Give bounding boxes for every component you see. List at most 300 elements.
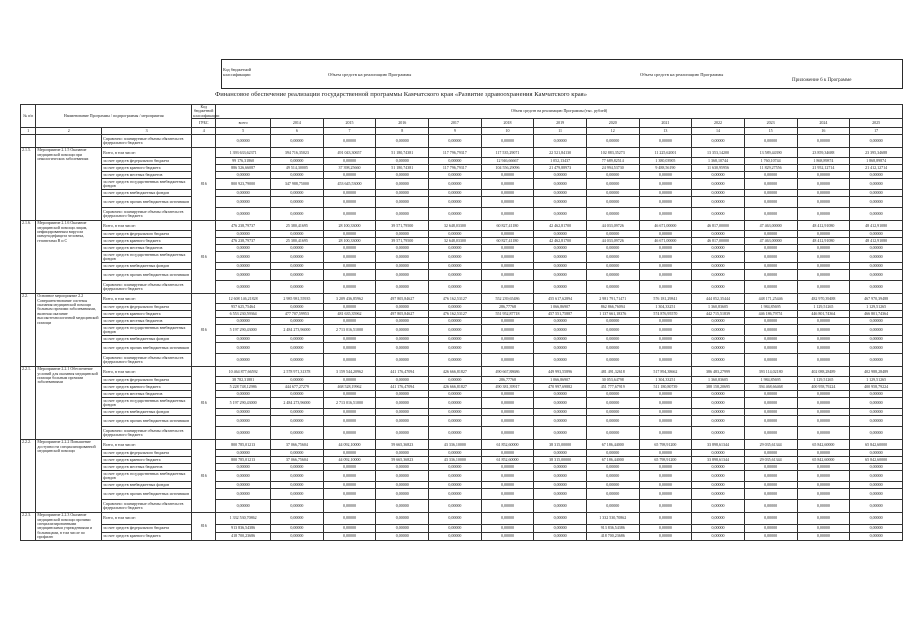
value-cell: 0,00000 [850, 263, 903, 270]
value-cell: 0,00000 [586, 354, 639, 367]
value-cell: 0,00000 [271, 252, 324, 263]
value-cell: 0,00000 [376, 304, 429, 311]
value-cell: 0,00000 [797, 450, 850, 457]
value-cell: 402 088,28489 [797, 367, 850, 377]
table-row [21, 336, 903, 343]
row-label: за счет средств федерального бюджета [102, 524, 192, 532]
value-cell: 2 484 273,96000 [271, 325, 324, 336]
value-cell: 0,00000 [534, 532, 587, 540]
value-cell: 0,00000 [744, 416, 797, 427]
value-cell: 0,00000 [639, 245, 692, 252]
grbs-code: 816 [192, 440, 216, 513]
value-cell: 0,00000 [744, 464, 797, 471]
table-row [21, 367, 903, 377]
value-cell: 0,00000 [692, 179, 745, 190]
header-year: 2014 [271, 119, 324, 128]
value-cell: 0,00000 [376, 524, 429, 532]
value-cell: 28 100,33000 [323, 238, 376, 245]
value-cell: 0,00000 [850, 398, 903, 409]
value-cell: 0,00000 [429, 252, 482, 263]
value-cell: 0,00000 [323, 524, 376, 532]
value-cell: 32 648,03300 [429, 221, 482, 231]
value-cell: 6 553 230,59364 [216, 311, 271, 318]
value-cell: 0,00000 [376, 270, 429, 281]
value-cell: 286,77768 [481, 304, 534, 311]
row-label: за счет средств краевого бюджета [102, 457, 192, 464]
value-cell: 0,00000 [586, 489, 639, 500]
value-cell: 0,00000 [271, 489, 324, 500]
value-cell: 0,00000 [744, 245, 797, 252]
value-cell: 446 801,74364 [797, 311, 850, 318]
value-cell: 0,00000 [216, 172, 271, 179]
value-cell: 0,00000 [850, 231, 903, 238]
value-cell: 0,00000 [216, 354, 271, 367]
column-number: 4 [192, 128, 216, 135]
value-cell: 481 635,35962 [323, 311, 376, 318]
value-cell: 117 535,29071 [481, 148, 534, 158]
value-cell: 0,00000 [639, 343, 692, 354]
value-cell: 0,00000 [376, 464, 429, 471]
row-label: Справочно: планируемые объемы обязательств федерального бюджета [102, 281, 192, 294]
value-cell: 0,00000 [216, 391, 271, 398]
value-cell: 61 852,60000 [481, 440, 534, 450]
value-cell: 0,00000 [692, 354, 745, 367]
value-cell: 0,00000 [850, 190, 903, 197]
value-cell: 0,00000 [271, 281, 324, 294]
value-cell: 0,00000 [429, 391, 482, 398]
value-cell: 466 801,74364 [850, 311, 903, 318]
table-row [21, 208, 903, 221]
row-label: Всего, в том числе: [102, 294, 192, 304]
row-label: Всего, в том числе: [102, 513, 192, 524]
value-cell: 0,00000 [481, 471, 534, 482]
value-cell: 0,00000 [376, 197, 429, 208]
row-label: за счет средств государственных внебюджетных фондов [102, 398, 192, 409]
value-cell: 0,00000 [376, 325, 429, 336]
value-cell: 0,00000 [481, 398, 534, 409]
value-cell: 0,00000 [692, 513, 745, 524]
value-cell: 1 129,51265 [850, 377, 903, 384]
value-cell: 393 114,02180 [744, 367, 797, 377]
value-cell: 0,00000 [797, 325, 850, 336]
value-cell: 3 159 544,20962 [323, 367, 376, 377]
column-number: 10 [481, 128, 534, 135]
value-cell: 0,00000 [586, 263, 639, 270]
value-cell: 0,00000 [534, 464, 587, 471]
value-cell: 0,00000 [744, 513, 797, 524]
value-cell: 3 209 436,85962 [323, 294, 376, 304]
value-cell: 37 066,75604 [271, 440, 324, 450]
value-cell: 0,00000 [216, 252, 271, 263]
value-cell: 0,00000 [429, 354, 482, 367]
table-row [21, 398, 903, 409]
value-cell: 0,00000 [639, 398, 692, 409]
header-year: 2019 [534, 119, 587, 128]
value-cell: 0,00000 [429, 281, 482, 294]
value-cell: 0,00000 [586, 471, 639, 482]
header-year: 2023 [744, 119, 797, 128]
row-label: Всего, в том числе: [102, 440, 192, 450]
value-cell: 60 827,41180 [481, 238, 534, 245]
value-cell: 0,00000 [429, 482, 482, 489]
value-cell: 0,00000 [271, 172, 324, 179]
value-cell: 0,00000 [639, 172, 692, 179]
value-cell: 1 360,83605 [692, 377, 745, 384]
value-cell: 0,00000 [692, 500, 745, 513]
section-number: 2.2.3. [21, 513, 36, 540]
value-cell: 0,00000 [534, 354, 587, 367]
value-cell: 0,00000 [850, 318, 903, 325]
value-cell: 511 180,80739 [639, 384, 692, 391]
value-cell: 77 689,82514 [586, 158, 639, 165]
value-cell: 467 970,39488 [850, 294, 903, 304]
value-cell: 441 176,47094 [376, 367, 429, 377]
value-cell: 117 796,79317 [429, 148, 482, 158]
value-cell: 0,00000 [534, 391, 587, 398]
value-cell: 1 760,10744 [744, 158, 797, 165]
value-cell: 481 491,32618 [586, 367, 639, 377]
value-cell: 46 671,00000 [639, 221, 692, 231]
value-cell: 0,00000 [850, 427, 903, 440]
value-cell: 0,00000 [271, 464, 324, 471]
column-number: 7 [323, 128, 376, 135]
table-row [21, 294, 903, 304]
header-year: 2016 [376, 119, 429, 128]
value-cell: 1 868,89874 [797, 158, 850, 165]
value-cell: 0,00000 [481, 281, 534, 294]
value-cell: 0,00000 [376, 135, 429, 148]
header-grbs: ГРБС [192, 119, 216, 128]
value-cell: 0,00000 [376, 500, 429, 513]
row-label: за счет средств прочих внебюджетных источников [102, 270, 192, 281]
value-cell: 0,00000 [744, 197, 797, 208]
value-cell: 0,00000 [534, 336, 587, 343]
value-cell: 455 617,62894 [534, 294, 587, 304]
value-cell: 0,00000 [639, 391, 692, 398]
value-cell: 1 368,10744 [692, 158, 745, 165]
header-code: Код бюджетной классификации [193, 104, 220, 118]
value-cell: 0,00000 [639, 489, 692, 500]
value-cell: 2 578 971,31378 [271, 367, 324, 377]
table-row [21, 304, 903, 311]
column-number: 13 [639, 128, 692, 135]
value-cell: 61 852,60000 [481, 457, 534, 464]
row-label: Всего, в том числе: [102, 367, 192, 377]
value-cell: 0,00000 [376, 252, 429, 263]
value-cell: 0,00000 [692, 263, 745, 270]
value-cell: 0,00000 [376, 482, 429, 489]
section-number: 2.2.1. [21, 367, 36, 440]
header-year: 2024 [797, 119, 850, 128]
value-cell: 0,00000 [376, 450, 429, 457]
value-cell: 0,00000 [797, 464, 850, 471]
grbs-code: 816 [192, 513, 216, 540]
value-cell: 0,00000 [639, 513, 692, 524]
value-cell: 0,00000 [323, 336, 376, 343]
value-cell: 22 521,84130 [534, 148, 587, 158]
value-cell: 0,00000 [797, 398, 850, 409]
value-cell: 0,00000 [376, 172, 429, 179]
value-cell: 44 033,09726 [586, 221, 639, 231]
value-cell: 0,00000 [639, 354, 692, 367]
value-cell: 0,00000 [850, 464, 903, 471]
value-cell: 0,00000 [534, 489, 587, 500]
value-cell: 0,00000 [429, 489, 482, 500]
value-cell: 0,00000 [744, 489, 797, 500]
value-cell: 0,00000 [216, 471, 271, 482]
value-cell: 43 336,10000 [429, 440, 482, 450]
value-cell: 46 817,00000 [692, 221, 745, 231]
value-cell: 5 197 290,43000 [216, 325, 271, 336]
value-cell: 0,00000 [850, 532, 903, 540]
table-row [21, 148, 903, 158]
value-cell: 0,00000 [534, 252, 587, 263]
value-cell: 0,00000 [692, 252, 745, 263]
value-cell: 0,00000 [271, 391, 324, 398]
value-cell: 0,00000 [639, 252, 692, 263]
row-label: за счет средств внебюджетных фондов [102, 190, 192, 197]
value-cell: 418 700,23686 [216, 532, 271, 540]
value-cell: 0,00000 [850, 409, 903, 416]
value-cell: 0,00000 [271, 513, 324, 524]
value-cell: 0,00000 [323, 450, 376, 457]
row-label: Справочно: планируемые объемы обязательств федерального бюджета [102, 354, 192, 367]
value-cell: 0,00000 [271, 409, 324, 416]
column-number: 6 [271, 128, 324, 135]
value-cell: 0,00000 [429, 318, 482, 325]
value-cell: 0,00000 [744, 354, 797, 367]
value-cell: 0,00000 [586, 281, 639, 294]
value-cell: 0,00000 [216, 245, 271, 252]
table-row [21, 354, 903, 367]
value-cell: 0,00000 [216, 450, 271, 457]
value-cell: 0,00000 [481, 252, 534, 263]
value-cell: 402 988,28489 [850, 367, 903, 377]
value-cell: 0,00000 [323, 263, 376, 270]
value-cell: 0,00000 [692, 336, 745, 343]
value-cell: 0,00000 [797, 343, 850, 354]
value-cell: 0,00000 [429, 263, 482, 270]
value-cell: 0,00000 [850, 179, 903, 190]
value-cell: 0,00000 [481, 135, 534, 148]
value-cell: 0,00000 [850, 252, 903, 263]
value-cell: 0,00000 [692, 270, 745, 281]
value-cell: 913 836,54386 [216, 524, 271, 532]
value-cell: 37 398,25660 [323, 165, 376, 172]
value-cell: 0,00000 [744, 325, 797, 336]
section-name: Мероприятие 2.2.2 Повышение доступности специализированной медицинской помощи [36, 440, 102, 513]
value-cell: 0,00000 [534, 471, 587, 482]
row-label: за счет средств внебюджетных фондов [102, 263, 192, 270]
value-cell: 0,00000 [586, 464, 639, 471]
value-cell: 0,00000 [271, 197, 324, 208]
header-year: 2015 [323, 119, 376, 128]
column-number: 5 [216, 128, 271, 135]
value-cell: 0,00000 [639, 427, 692, 440]
value-cell: 0,00000 [429, 471, 482, 482]
row-label: за счет средств федерального бюджета [102, 377, 192, 384]
value-cell: 0,00000 [850, 482, 903, 489]
header-year: 2022 [692, 119, 745, 128]
value-cell: 0,00000 [586, 179, 639, 190]
value-cell: 0,00000 [376, 208, 429, 221]
value-cell: 29 035,61344 [744, 440, 797, 450]
value-cell: 0,00000 [429, 135, 482, 148]
table-row [21, 377, 903, 384]
grbs-code: 816 [192, 148, 216, 221]
value-cell: 0,00000 [850, 281, 903, 294]
section-name: Мероприятие 2.2.1 Обеспечение условий для оказания медицинской помощи больным прочими заболеваниями [36, 367, 102, 440]
value-cell: 0,00000 [481, 190, 534, 197]
table-cell [21, 135, 36, 148]
value-cell: 13 589,44390 [744, 148, 797, 158]
value-cell: 0,00000 [481, 500, 534, 513]
value-cell: 0,00000 [797, 270, 850, 281]
value-cell: 0,00000 [534, 398, 587, 409]
value-cell: 0,00000 [429, 325, 482, 336]
value-cell: 0,00000 [271, 471, 324, 482]
value-cell: 0,00000 [271, 135, 324, 148]
value-cell: 400 958,79224 [797, 384, 850, 391]
row-label: Справочно: планируемые объемы обязательств федерального бюджета [102, 427, 192, 440]
value-cell: 0,00000 [797, 318, 850, 325]
table-row [21, 489, 903, 500]
row-label: за счет средств внебюджетных фондов [102, 336, 192, 343]
value-cell: 42 462,81700 [534, 238, 587, 245]
value-cell: 0,00000 [797, 524, 850, 532]
value-cell: 1 066,86907 [534, 377, 587, 384]
value-cell: 0,00000 [271, 336, 324, 343]
value-cell: 0,00000 [639, 270, 692, 281]
value-cell: 0,00000 [216, 336, 271, 343]
value-cell: 0,00000 [744, 270, 797, 281]
value-cell: 0,00000 [797, 482, 850, 489]
value-cell: 0,00000 [586, 252, 639, 263]
value-cell: 0,00000 [216, 482, 271, 489]
value-cell: 0,00000 [323, 354, 376, 367]
table-row [21, 409, 903, 416]
row-label: за счет средств краевого бюджета [102, 532, 192, 540]
header-year: 2017 [429, 119, 482, 128]
value-cell: 0,00000 [376, 263, 429, 270]
value-cell: 0,00000 [216, 489, 271, 500]
table-row [21, 281, 903, 294]
value-cell: 446 186,79751 [744, 311, 797, 318]
value-cell: 102 883,35273 [586, 148, 639, 158]
row-label: Справочно: планируемые объемы обязательств федерального бюджета [102, 135, 192, 148]
value-cell: 477 707,59953 [271, 311, 324, 318]
value-cell: 0,00000 [323, 416, 376, 427]
table-row [21, 464, 903, 471]
row-label: за счет средств федерального бюджета [102, 231, 192, 238]
row-label: за счет средств внебюджетных фондов [102, 482, 192, 489]
value-cell: 0,00000 [534, 281, 587, 294]
value-cell: 0,00000 [271, 318, 324, 325]
value-cell: 0,00000 [586, 450, 639, 457]
value-cell: 1 984,85695 [744, 304, 797, 311]
value-cell: 0,00000 [271, 208, 324, 221]
top-header-volume-right: Объем средств на реализацию Программы [640, 72, 724, 77]
document-title: Финансовое обеспечение реализации государственной программы Камчатского края «Развитие здравоохранения Камчатского края» [215, 91, 588, 98]
value-cell: 0,00000 [797, 179, 850, 190]
top-header-code-label: Код бюджетной классификации [223, 67, 252, 77]
value-cell: 0,00000 [481, 231, 534, 238]
value-cell: 0,00000 [797, 532, 850, 540]
value-cell: 1 066,86907 [534, 304, 587, 311]
value-cell: 60 827,41180 [481, 221, 534, 231]
value-cell: 490 667,88686 [481, 367, 534, 377]
value-cell: 0,00000 [323, 281, 376, 294]
value-cell: 2 484 273,96000 [271, 398, 324, 409]
value-cell: 0,00000 [216, 135, 271, 148]
value-cell: 0,00000 [481, 427, 534, 440]
value-cell: 886 526,66087 [216, 165, 271, 172]
value-cell: 0,00000 [481, 482, 534, 489]
value-cell: 0,00000 [429, 179, 482, 190]
value-cell: 0,00000 [376, 281, 429, 294]
value-cell: 0,00000 [376, 409, 429, 416]
row-label: за счет средств государственных внебюджетных фондов [102, 325, 192, 336]
value-cell: 0,00000 [376, 245, 429, 252]
value-cell: 0,00000 [692, 281, 745, 294]
value-cell: 0,00000 [323, 304, 376, 311]
value-cell: 0,00000 [639, 336, 692, 343]
header-num: № п/п [21, 105, 36, 128]
value-cell: 0,00000 [797, 245, 850, 252]
value-cell: 0,00000 [534, 190, 587, 197]
value-cell: 0,00000 [797, 489, 850, 500]
value-cell: 448 171,25446 [744, 294, 797, 304]
value-cell: 0,00000 [744, 398, 797, 409]
value-cell: 957 625,75464 [216, 304, 271, 311]
value-cell: 0,00000 [534, 343, 587, 354]
value-cell: 0,00000 [323, 377, 376, 384]
value-cell: 0,00000 [797, 190, 850, 197]
value-cell: 0,00000 [216, 263, 271, 270]
value-cell: 0,00000 [429, 532, 482, 540]
value-cell: 0,00000 [323, 190, 376, 197]
value-cell: 0,00000 [797, 513, 850, 524]
value-cell: 0,00000 [586, 197, 639, 208]
section-number: 2.1.5. [21, 148, 36, 221]
table-row [21, 416, 903, 427]
value-cell: 0,00000 [481, 336, 534, 343]
value-cell: 442 715,51839 [692, 311, 745, 318]
value-cell: 0,00000 [586, 416, 639, 427]
table-row [21, 440, 903, 450]
value-cell: 0,00000 [744, 409, 797, 416]
value-cell: 1 129,51265 [850, 304, 903, 311]
value-cell: 0,00000 [586, 190, 639, 197]
value-cell: 0,00000 [850, 172, 903, 179]
value-cell: 24 994,53730 [586, 165, 639, 172]
value-cell: 0,00000 [376, 398, 429, 409]
value-cell: 0,00000 [639, 197, 692, 208]
row-label: Всего, в том числе: [102, 221, 192, 231]
value-cell: 490 381,39917 [481, 384, 534, 391]
value-cell: 0,00000 [586, 245, 639, 252]
value-cell: 0,00000 [534, 318, 587, 325]
header-name: Наименование Программы / подпрограммы / мероприятия [36, 105, 192, 128]
value-cell: 0,00000 [376, 179, 429, 190]
value-cell: 0,00000 [481, 270, 534, 281]
value-cell: 44 092,10000 [323, 457, 376, 464]
value-cell: 0,00000 [639, 409, 692, 416]
value-cell: 0,00000 [744, 179, 797, 190]
value-cell: 0,00000 [586, 398, 639, 409]
value-cell: 0,00000 [323, 489, 376, 500]
value-cell: 0,00000 [429, 208, 482, 221]
